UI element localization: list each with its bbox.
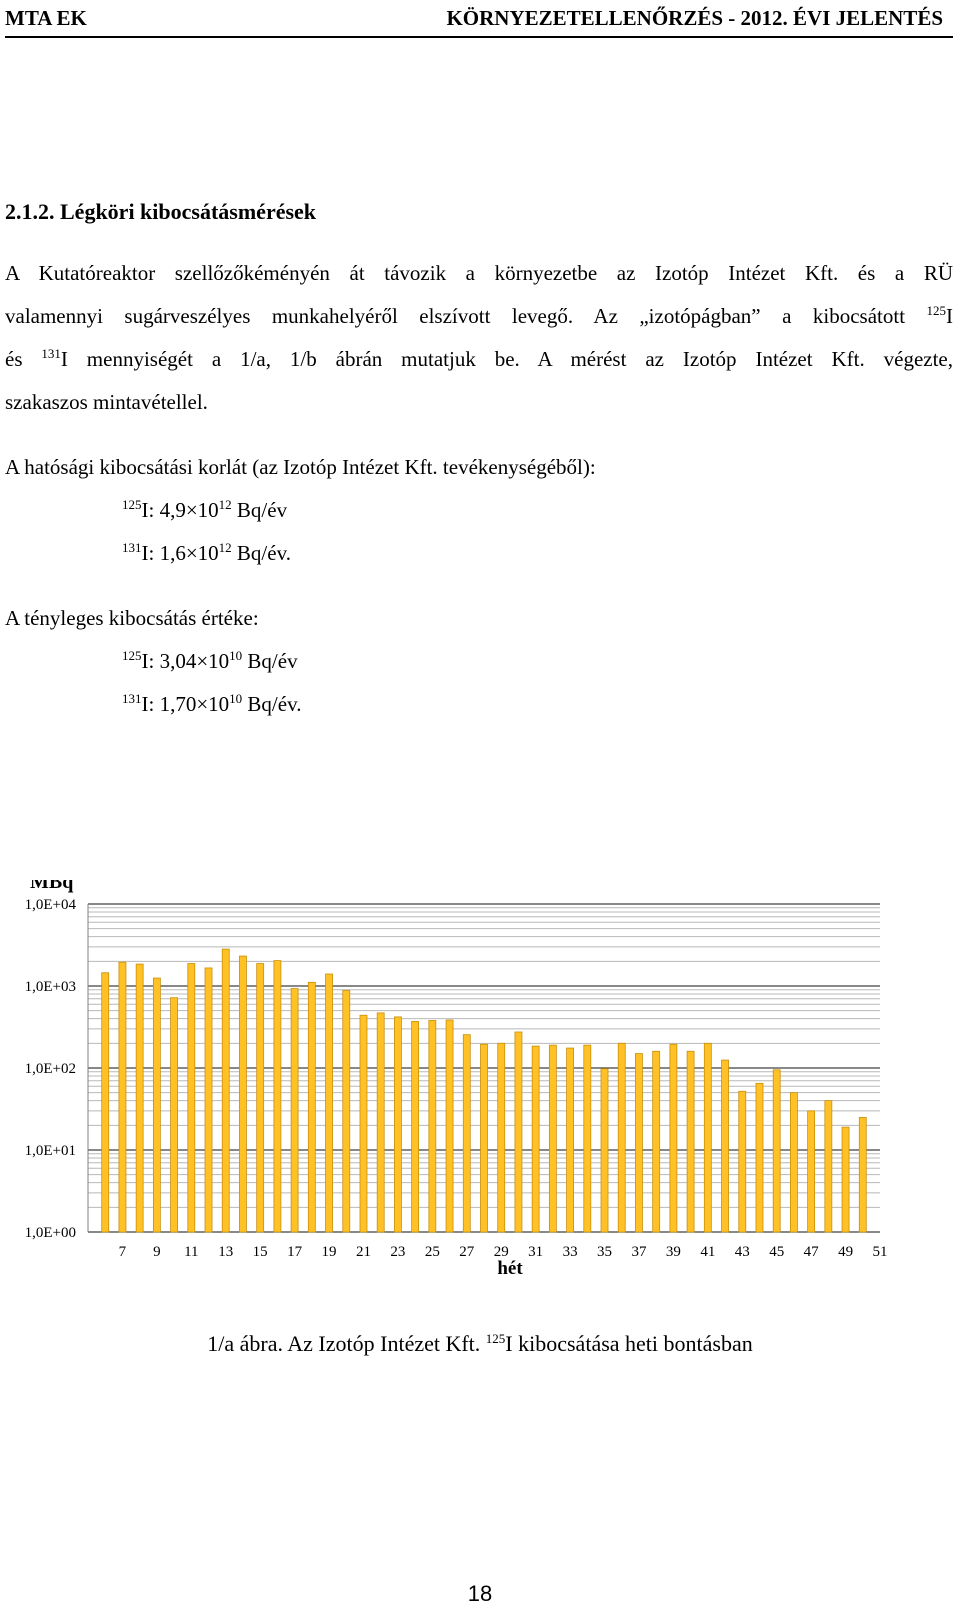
x-tick-label: 45: [769, 1244, 785, 1260]
x-tick-label: 7: [118, 1244, 127, 1260]
x-tick-label: 35: [597, 1244, 613, 1260]
bar: [739, 1091, 746, 1232]
bar: [549, 1045, 556, 1232]
bar: [601, 1069, 608, 1232]
bar: [532, 1046, 539, 1232]
intro-line-4: szakaszos mintavétellel.: [5, 390, 208, 414]
bar: [635, 1054, 642, 1232]
bar: [825, 1101, 832, 1232]
bar: [687, 1051, 694, 1232]
bar: [859, 1117, 866, 1232]
bar: [343, 991, 350, 1232]
header-right: KÖRNYEZETELLENŐRZÉS - 2012. ÉVI JELENTÉS: [446, 6, 943, 30]
x-axis-title: hét: [497, 1258, 523, 1279]
x-tick-label: 23: [390, 1244, 406, 1260]
intro-line-3: és $^{131}$I mennyiségét a 1/a, 1/b ábrán mutatjuk be. A mérést az Izotóp Intézet Kft. végezte,: [5, 346, 953, 371]
bar: [722, 1060, 729, 1232]
x-tick-label: 29: [493, 1244, 509, 1260]
bar: [412, 1021, 419, 1232]
bar: [394, 1017, 401, 1232]
x-tick-label: 37: [631, 1244, 647, 1260]
actual-i131: $^{131}$I: $1,70\times 10^{10}$ Bq/év.: [122, 691, 302, 716]
bar: [670, 1044, 677, 1232]
bar: [808, 1111, 815, 1232]
x-tick-label: 9: [153, 1244, 161, 1260]
bar: [326, 974, 333, 1232]
bar: [291, 989, 298, 1232]
x-tick-label: 51: [872, 1244, 888, 1260]
intro-line-1: A Kutatóreaktor szellőzőkéményén át távozik a környezetbe az Izotóp Intézet Kft. és a RÜ: [5, 261, 953, 285]
y-tick-label: 1,0E+01: [24, 1143, 76, 1159]
bar: [498, 1043, 505, 1232]
bar: [653, 1051, 660, 1232]
x-tick-label: 33: [562, 1244, 578, 1260]
x-tick-label: 13: [218, 1244, 234, 1260]
bar: [790, 1093, 797, 1232]
bar: [584, 1045, 591, 1232]
emission-chart: [0, 880, 960, 1320]
limit-heading: A hatósági kibocsátási korlát (az Izotóp Intézet Kft. tevékenységéből):: [5, 455, 596, 479]
bar: [153, 978, 160, 1232]
x-tick-label: 43: [734, 1244, 750, 1260]
bar: [481, 1044, 488, 1232]
x-tick-label: 21: [355, 1244, 371, 1260]
bar: [102, 973, 109, 1232]
bar: [377, 1013, 384, 1232]
x-tick-label: 15: [252, 1244, 268, 1260]
bar: [429, 1020, 436, 1232]
bar: [756, 1083, 763, 1232]
bar: [171, 998, 178, 1232]
bar: [773, 1070, 780, 1232]
bar: [704, 1043, 711, 1232]
y-tick-label: 1,0E+02: [24, 1061, 76, 1077]
bar: [515, 1032, 522, 1232]
x-tick-label: 27: [459, 1244, 475, 1260]
y-tick-label: 1,0E+00: [24, 1225, 76, 1241]
x-tick-label: 31: [528, 1244, 544, 1260]
x-tick-label: 25: [424, 1244, 440, 1260]
actual-heading: A tényleges kibocsátás értéke:: [5, 606, 259, 630]
bar: [308, 982, 315, 1232]
bar: [842, 1127, 849, 1232]
limit-i125: $^{125}$I: $4,9\times 10^{12}$ Bq/év: [122, 497, 288, 522]
bar: [567, 1048, 574, 1232]
bar: [136, 964, 143, 1232]
y-tick-label: 1,0E+04: [24, 897, 76, 913]
x-tick-label: 39: [665, 1244, 681, 1260]
section-title: 2.1.2. Légköri kibocsátásmérések: [5, 199, 317, 224]
x-tick-label: 17: [287, 1244, 303, 1260]
limit-i131: $^{131}$I: $1,6\times 10^{12}$ Bq/év.: [122, 540, 291, 565]
bar: [463, 1035, 470, 1232]
x-tick-label: 11: [184, 1244, 199, 1260]
x-tick-label: 41: [700, 1244, 716, 1260]
y-axis-title: MBq: [30, 880, 74, 893]
page-header: [5, 4, 953, 38]
x-tick-label: 19: [321, 1244, 337, 1260]
bar: [360, 1015, 367, 1232]
intro-line-2: valamennyi sugárveszélyes munkahelyéről elszívott levegő. Az „izotópágban” a kibocsátott $^{125}$I: [5, 303, 953, 328]
emission-chart-svg: [0, 880, 960, 1320]
x-tick-label: 49: [838, 1244, 854, 1260]
bar: [274, 961, 281, 1232]
y-tick-label: 1,0E+03: [24, 979, 76, 995]
x-tick-label: 47: [803, 1244, 819, 1260]
actual-i125: $^{125}$I: $3,04\times 10^{10}$ Bq/év: [122, 648, 298, 673]
header-left: MTA EK: [5, 6, 87, 30]
bar: [188, 964, 195, 1232]
bar: [446, 1020, 453, 1232]
bar: [239, 956, 246, 1232]
bar: [205, 968, 212, 1232]
page-number: 18: [467, 1581, 493, 1606]
bar: [119, 962, 126, 1232]
bar: [257, 964, 264, 1232]
bar: [222, 949, 229, 1232]
figure-caption: 1/a ábra. Az Izotóp Intézet Kft. $^{125}$I kibocsátása heti bontásban: [207, 1331, 753, 1356]
bar: [618, 1043, 625, 1232]
